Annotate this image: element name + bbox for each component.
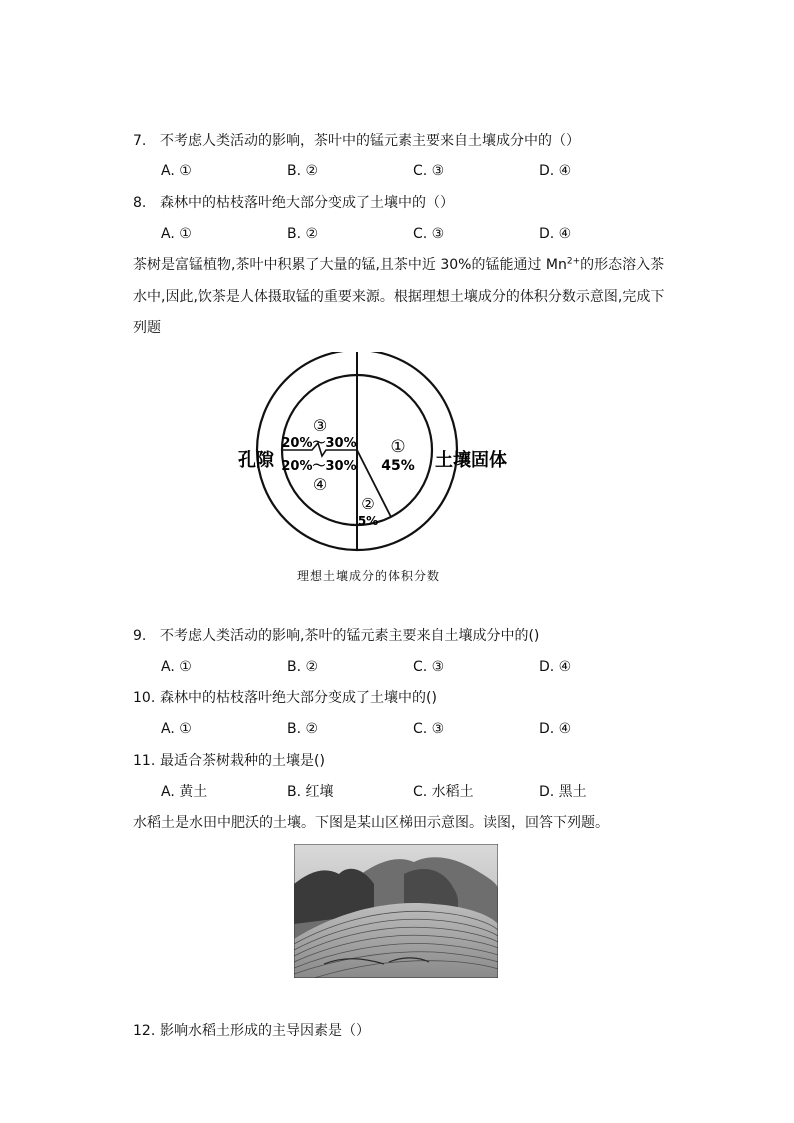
question-7-option-c: C. ③ — [413, 163, 445, 179]
question-8-option-a: A. ① — [161, 226, 192, 242]
question-7-option-b: B. ② — [287, 163, 319, 179]
question-12-number: 12. — [133, 1023, 156, 1039]
passage-1-line-1b: 的形态溶入茶 — [580, 257, 665, 273]
question-12-text: 影响水稻土形成的主导因素是（） — [160, 1023, 370, 1039]
question-7-number: 7. — [133, 133, 147, 149]
question-8-option-b: B. ② — [287, 226, 319, 242]
question-11-number: 11. — [133, 753, 156, 769]
segment-3-range: 20%～30% — [281, 436, 357, 451]
passage-1-line-2: 水中,因此,饮茶是人体摄取锰的重要来源。根据理想土壤成分的体积分数示意图,完成下 — [133, 289, 665, 305]
question-9-number: 9. — [133, 628, 147, 644]
pore-label: 孔隙 — [238, 450, 274, 471]
question-11-option-a: A. 黄土 — [161, 784, 208, 800]
segment-1-mark: ① — [390, 437, 406, 457]
question-7-option-a: A. ① — [161, 163, 192, 179]
question-11-option-c: C. 水稻土 — [413, 784, 474, 800]
soil-solid-label: 土壤固体 — [435, 450, 507, 471]
question-10-option-a: A. ① — [161, 721, 192, 737]
question-10-option-d: D. ④ — [539, 721, 572, 737]
question-9-text: 不考虑人类活动的影响,茶叶的锰元素主要来自土壤成分中的() — [160, 628, 540, 644]
segment-2-mark: ② — [361, 495, 375, 513]
segment-1-percent: 45% — [381, 458, 415, 474]
question-11-text: 最适合茶树栽种的土壤是() — [160, 753, 325, 769]
question-9-option-d: D. ④ — [539, 659, 572, 675]
terraced-field-photo — [294, 844, 498, 978]
question-11-option-b: B. 红壤 — [287, 784, 334, 800]
terrace-photo-svg — [294, 844, 498, 978]
question-10-option-b: B. ② — [287, 721, 319, 737]
segment-3-mark: ③ — [312, 416, 328, 435]
question-9-option-c: C. ③ — [413, 659, 445, 675]
question-8-option-c: C. ③ — [413, 226, 445, 242]
question-7-text: 不考虑人类活动的影响，茶叶中的锰元素主要来自土壤成分中的（） — [160, 133, 580, 149]
passage-1-line-1a: 茶树是富锰植物,茶叶中积累了大量的锰,且茶中近 30%的锰能通过 Mn — [133, 257, 567, 273]
question-9-option-b: B. ② — [287, 659, 319, 675]
question-7-option-d: D. ④ — [539, 163, 572, 179]
soil-composition-diagram — [230, 352, 520, 562]
question-10-text: 森林中的枯枝落叶绝大部分变成了土壤中的() — [160, 690, 437, 706]
question-8-option-d: D. ④ — [539, 226, 572, 242]
question-10-option-c: C. ③ — [413, 721, 445, 737]
passage-1-line-3: 列题 — [133, 320, 161, 336]
diagram-caption: 理想土壤成分的体积分数 — [297, 569, 441, 583]
question-10-number: 10. — [133, 690, 156, 706]
segment-4-range: 20%～30% — [281, 459, 357, 474]
question-11-option-d: D. 黑土 — [539, 784, 587, 800]
question-9-option-a: A. ① — [161, 659, 192, 675]
question-8-number: 8. — [133, 195, 147, 211]
manganese-ion-charge: 2+ — [566, 256, 581, 267]
soil-diagram-svg — [230, 352, 520, 562]
passage-2-text: 水稻土是水田中肥沃的土壤。下图是某山区梯田示意图。读图，回答下列题。 — [133, 815, 609, 831]
passage-1-line-1 — [133, 255, 664, 275]
segment-2-percent: 5% — [357, 514, 379, 528]
question-8-text: 森林中的枯枝落叶绝大部分变成了土壤中的（） — [160, 195, 454, 211]
segment-4-mark: ④ — [312, 475, 328, 494]
